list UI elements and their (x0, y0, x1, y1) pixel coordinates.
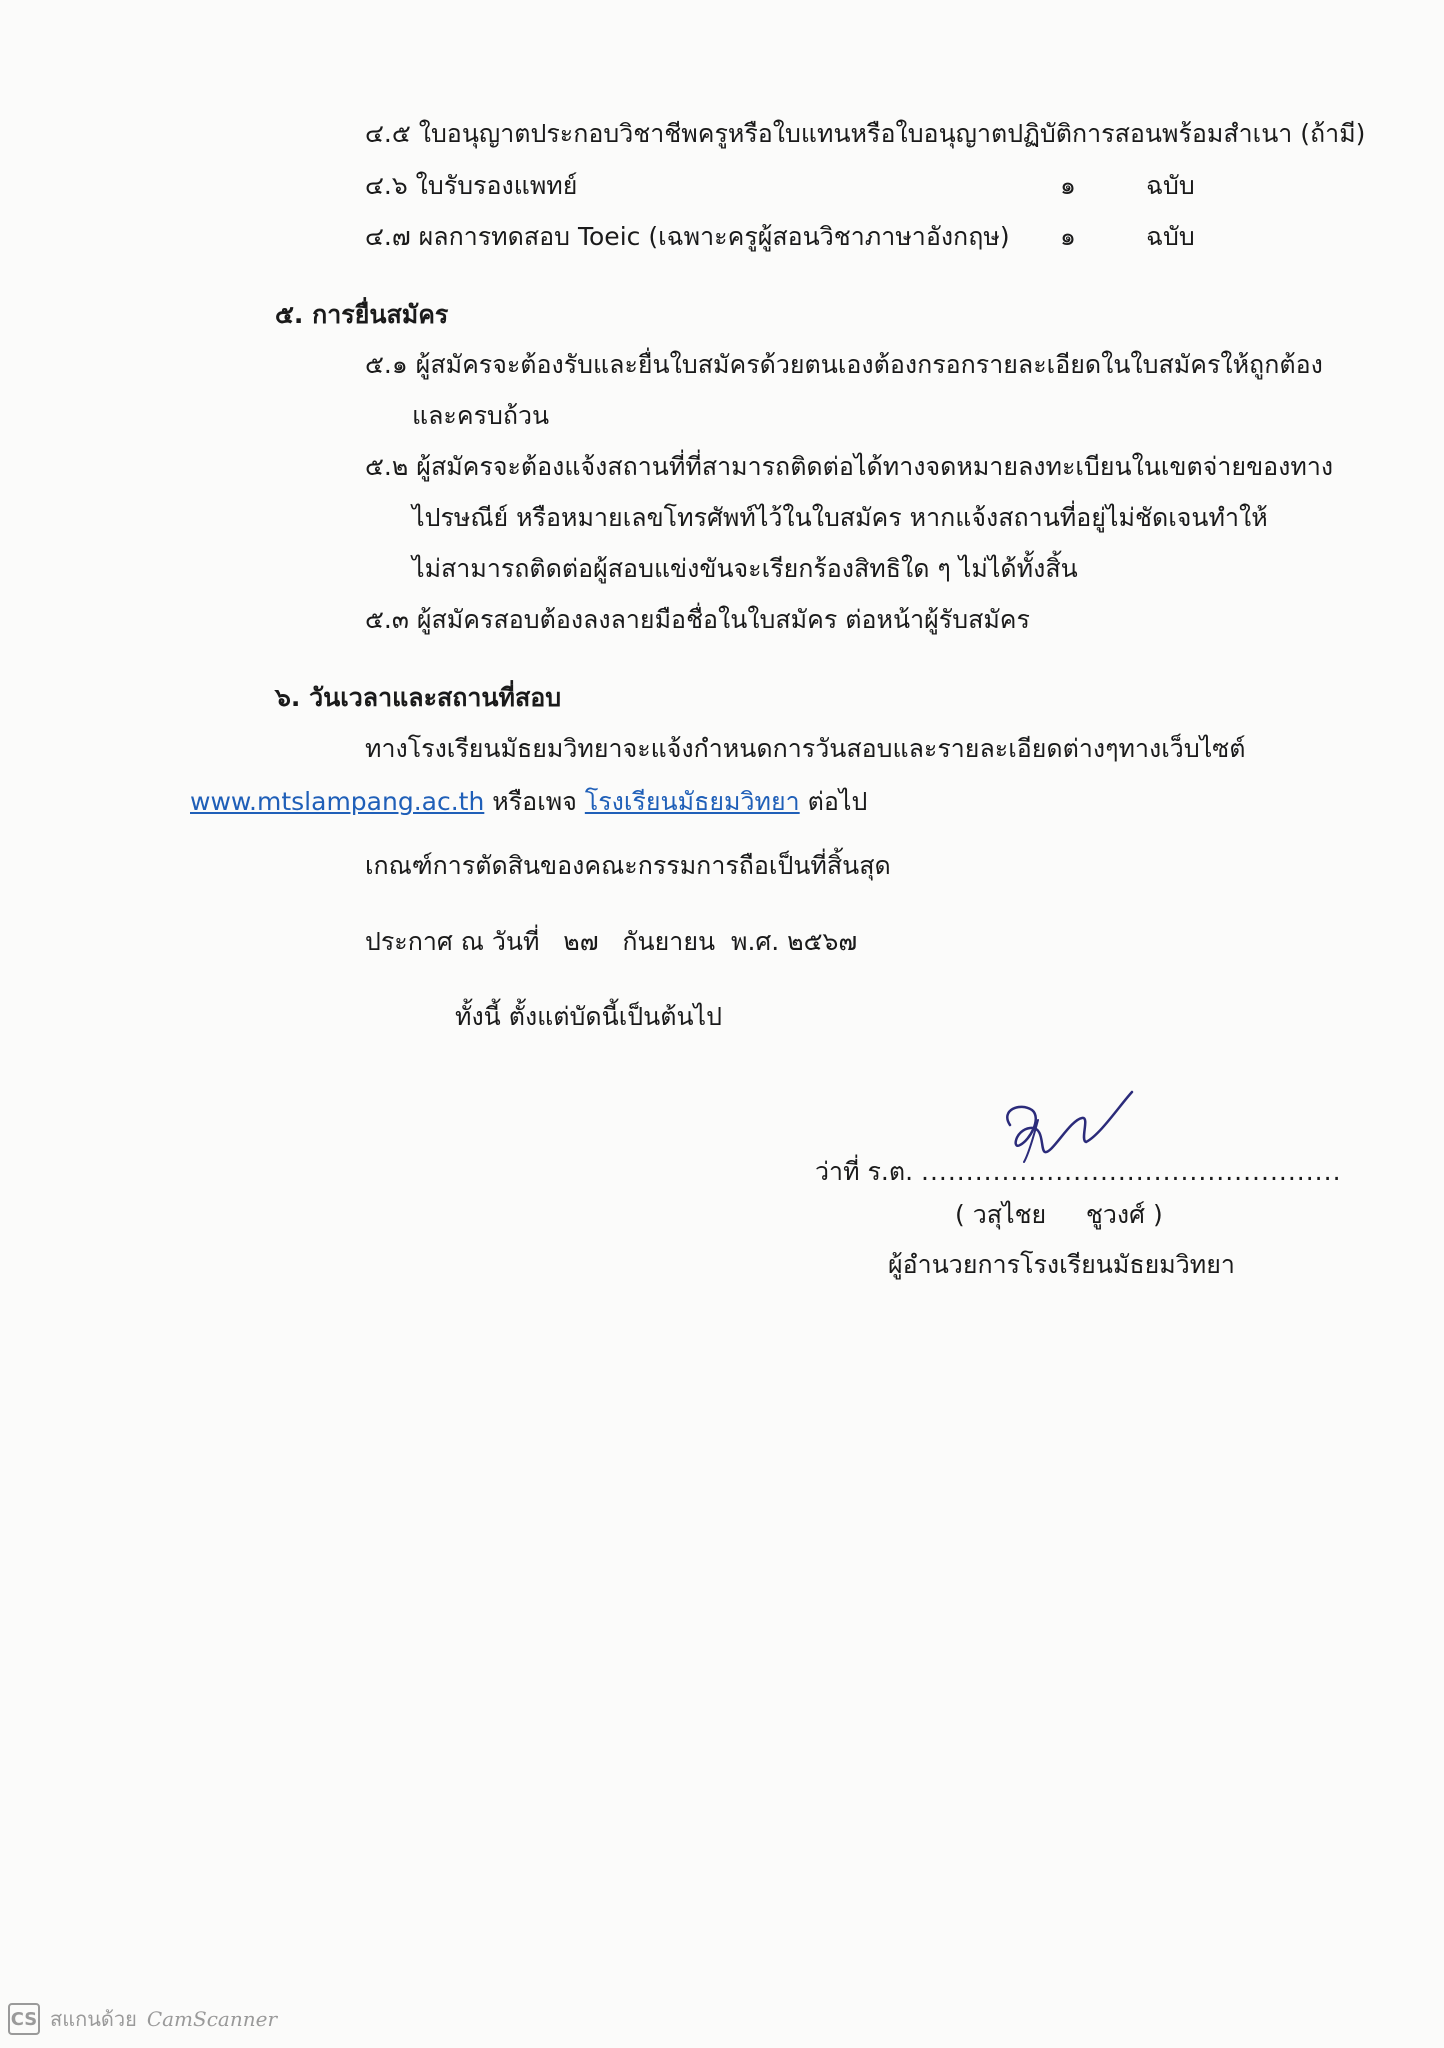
then-text: ต่อไป (807, 787, 868, 816)
camscanner-brand: CamScanner (146, 2007, 278, 2031)
criteria-text: เกณฑ์การตัดสินของคณะกรรมการถือเป็นที่สิ้นสุด (365, 851, 891, 880)
signatory-name: ( วสุไชย ชูวงศ์ ) (955, 1200, 1163, 1229)
item-5-2-line1: ๕.๒ ผู้สมัครจะต้องแจ้งสถานที่ที่สามารถติดต่อได้ทางจดหมายลงทะเบียนในเขตจ่ายของทาง (365, 452, 1334, 481)
effective-text: ทั้งนี้ ตั้งแต่บัดนี้เป็นต้นไป (455, 1002, 722, 1031)
announcement-date: ประกาศ ณ วันที่ ๒๗ กันยายน พ.ศ. ๒๕๖๗ (365, 927, 858, 956)
signatory-position: ผู้อำนวยการโรงเรียนมัธยมวิทยา (888, 1250, 1235, 1279)
item-4-5: ๔.๕ ใบอนุญาตประกอบวิชาชีพครูหรือใบแทนหรือใบอนุญาตปฏิบัติการสอนพร้อมสำเนา (ถ้ามี) (365, 119, 1366, 148)
scanned-with-text: สแกนด้วย (50, 2007, 137, 2031)
item-4-7: ๔.๗ ผลการทดสอบ Toeic (เฉพาะครูผู้สอนวิชาภาษาอังกฤษ) (365, 222, 1010, 251)
section-5-title: ๕. การยื่นสมัคร (275, 300, 449, 329)
item-4-6-unit: ฉบับ (1146, 171, 1195, 200)
signature-prefix: ว่าที่ ร.ต. (815, 1157, 914, 1186)
signature-line (815, 1155, 1342, 1189)
item-5-1-line2: และครบถ้วน (412, 401, 550, 430)
item-5-3: ๕.๓ ผู้สมัครสอบต้องลงลายมือชื่อในใบสมัคร ต่อหน้าผู้รับสมัคร (365, 605, 1030, 634)
item-4-6: ๔.๖ ใบรับรองแพทย์ (365, 171, 578, 200)
item-4-7-unit: ฉบับ (1146, 222, 1195, 251)
facebook-page-link[interactable]: โรงเรียนมัธยมวิทยา (584, 787, 800, 816)
website-link[interactable]: www.mtslampang.ac.th (190, 787, 485, 816)
section-6-line2 (190, 785, 867, 819)
item-4-6-qty: ๑ (1060, 171, 1076, 200)
item-4-7-qty: ๑ (1060, 222, 1076, 251)
item-5-2-line3: ไม่สามารถติดต่อผู้สอบแข่งขันจะเรียกร้องสิทธิใด ๆ ไม่ได้ทั้งสิ้น (412, 554, 1078, 583)
item-5-2-line2: ไปรษณีย์ หรือหมายเลขโทรศัพท์ไว้ในใบสมัคร หากแจ้งสถานที่อยู่ไม่ชัดเจนทำให้ (412, 503, 1268, 532)
section-6-title: ๖. วันเวลาและสถานที่สอบ (275, 683, 562, 712)
signature-dots: ............................................... (921, 1157, 1342, 1186)
item-5-1-line1: ๕.๑ ผู้สมัครจะต้องรับและยื่นใบสมัครด้วยตนเองต้องกรอกรายละเอียดในใบสมัครให้ถูกต้อง (365, 350, 1323, 379)
section-6-line1: ทางโรงเรียนมัธยมวิทยาจะแจ้งกำหนดการวันสอบและรายละเอียดต่างๆทางเว็บไซต์ (365, 734, 1246, 763)
camscanner-logo-icon: CS (8, 2003, 40, 2035)
camscanner-watermark (8, 2002, 277, 2036)
or-page-text: หรือเพจ (492, 787, 577, 816)
